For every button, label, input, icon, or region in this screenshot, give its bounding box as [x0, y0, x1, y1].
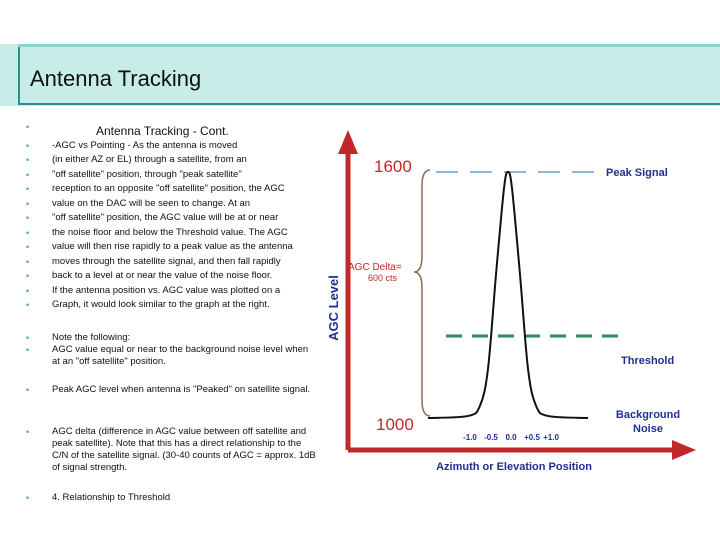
list-item: [26, 139, 316, 154]
list-item: [26, 298, 316, 313]
list-item: [26, 182, 316, 197]
body-line: If the antenna position vs. AGC value was plotted on a: [52, 284, 281, 296]
peak-signal-label: Peak Signal: [606, 167, 668, 179]
x-axis-label: Azimuth or Elevation Position: [436, 461, 592, 473]
list-item: [26, 269, 316, 284]
y-high-label: 1600: [374, 157, 412, 176]
list-item: [26, 168, 316, 183]
body-line: value on the DAC will be seen to change. At an: [52, 197, 251, 209]
bullet-icon: •: [26, 256, 30, 267]
threshold-point-text: 4. Relationship to Threshold: [52, 492, 171, 503]
bullet-icon: •: [26, 242, 30, 252]
list-item: [26, 153, 316, 168]
x-tick-label: +1.0: [543, 433, 559, 442]
x-tick-label: -1.0: [463, 433, 477, 442]
list-item: [26, 492, 318, 506]
list-item: [26, 255, 316, 270]
y-low-label: 1000: [376, 415, 414, 434]
bullet-icon: •: [26, 333, 30, 343]
bullet-icon: •: [26, 285, 30, 296]
bullet-icon: •: [26, 169, 30, 180]
note-block: [26, 332, 318, 368]
list-item: [26, 240, 316, 255]
note-text: [52, 332, 318, 368]
bullet-icon: •: [26, 227, 30, 238]
subtitle-bullet-row: [26, 120, 316, 135]
body-line: back to a level at or near the value of the noise floor.: [52, 270, 273, 281]
bullet-icon: •: [26, 140, 30, 151]
body-line: value will then rise rapidly to a peak value as the antenna: [52, 241, 293, 252]
bullet-icon: •: [26, 155, 30, 165]
x-tick-label: 0.0: [505, 433, 517, 442]
peak-point-text: Peak AGC level when antenna is "Peaked" on satellite signal.: [52, 384, 311, 395]
body-line: -AGC vs Pointing - As the antenna is moved: [52, 139, 238, 151]
bullet-icon: •: [26, 427, 30, 437]
slide-subtitle: Antenna Tracking - Cont.: [96, 124, 229, 138]
body-line: Graph, it would look similar to the graph at the right.: [52, 299, 270, 310]
note-line: AGC value equal or near to the background noise level when at an "off satellite" position.: [52, 344, 309, 367]
body-line: the noise floor and below the Threshold value. The AGC: [52, 226, 288, 238]
bullet-icon: •: [26, 300, 30, 310]
delta-label-line2: 600 cts: [368, 273, 398, 283]
bullet-icon: •: [26, 271, 30, 281]
agc-chart: [318, 124, 698, 480]
list-item: [26, 211, 316, 226]
bullet-icon: •: [26, 345, 30, 355]
list-item: [26, 426, 318, 478]
body-line: moves through the satellite signal, and then fall rapidly: [52, 255, 281, 267]
body-line: "off satellite" position, the AGC value will be at or near: [52, 212, 279, 223]
body-line: reception to an opposite "off satellite" position, the AGC: [52, 183, 285, 194]
background-noise-label: Background: [615, 409, 681, 421]
bullet-icon: •: [26, 213, 30, 223]
x-tick-label: -0.5: [484, 433, 498, 442]
background-noise-label-line2: Noise: [633, 423, 663, 435]
body-line: (in either AZ or EL) through a satellite, from an: [52, 154, 247, 165]
list-item: [26, 197, 316, 212]
bullet-icon: •: [26, 184, 30, 194]
list-item: [26, 384, 318, 412]
y-axis-label: AGC Level: [326, 275, 341, 341]
body-bullet-list: [26, 120, 316, 313]
note-heading: Note the following:: [52, 332, 131, 343]
body-line: "off satellite" position, through "peak satellite": [52, 168, 242, 180]
delta-label-line1: AGC Delta=: [348, 262, 402, 273]
bullet-icon: •: [26, 493, 30, 503]
bullet-icon: •: [26, 122, 30, 132]
list-item: [26, 284, 316, 299]
delta-point-text: AGC delta (difference in AGC value between off satellite and peak satellite). Note that this has a direct relationship to the C/N of the satellite signal. (30-40 counts of AGC = approx. 1dB of signal strength.: [52, 426, 316, 473]
slide-title: Antenna Tracking: [30, 66, 202, 91]
bullet-icon: •: [26, 198, 30, 209]
bullet-icon: •: [26, 385, 30, 395]
threshold-label: Threshold: [621, 355, 675, 367]
list-item: [26, 226, 316, 241]
x-tick-label: +0.5: [524, 433, 540, 442]
